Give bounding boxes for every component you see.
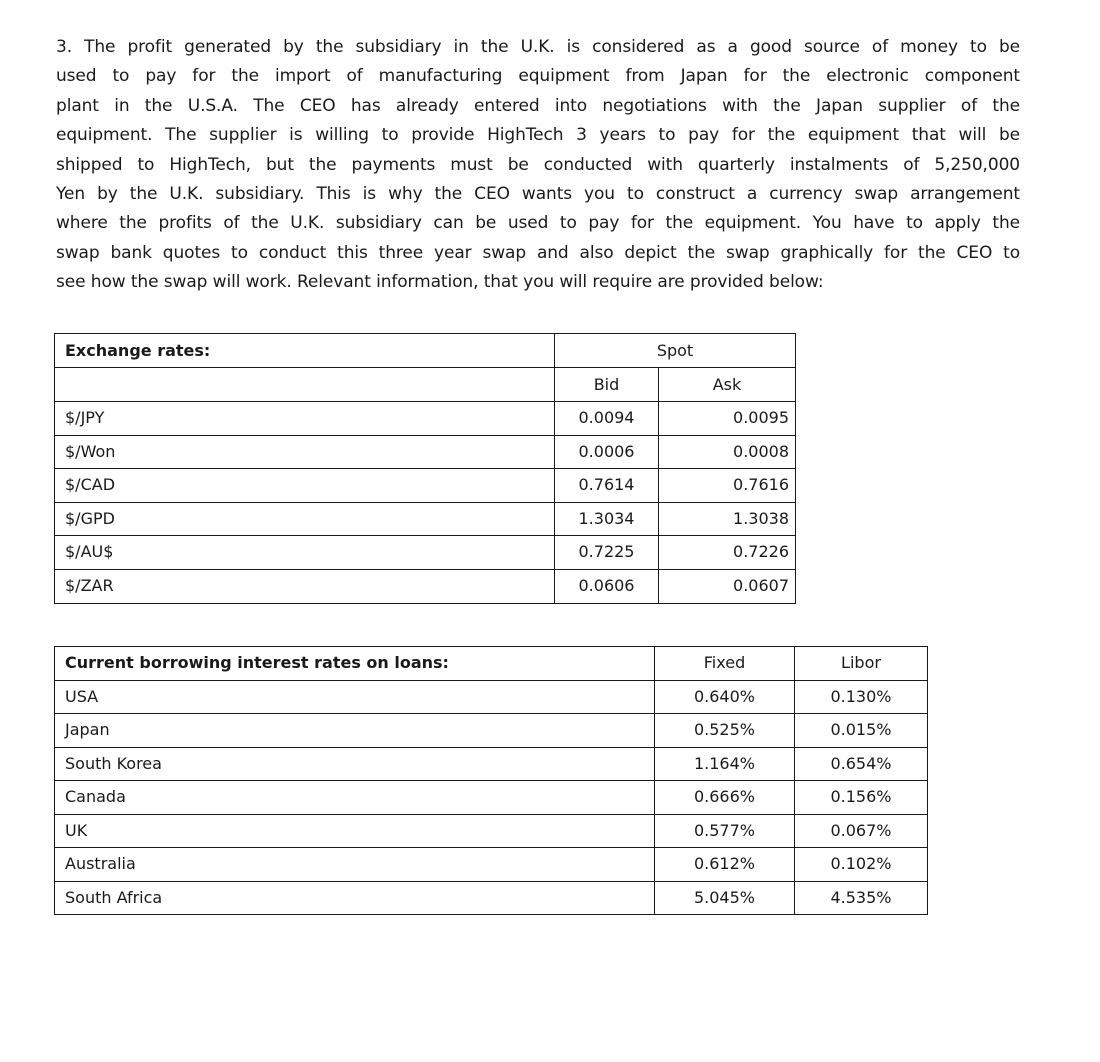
country-name: Canada: [55, 781, 655, 815]
libor-rate: 0.067%: [795, 814, 928, 848]
fixed-header: Fixed: [655, 647, 795, 681]
exchange-subheader-row: [55, 368, 796, 402]
fixed-rate: 0.577%: [655, 814, 795, 848]
currency-pair: $/CAD: [55, 469, 555, 503]
country-name: South Africa: [55, 881, 655, 915]
table-row: [55, 469, 796, 503]
fixed-rate: 0.640%: [655, 680, 795, 714]
country-name: Australia: [55, 848, 655, 882]
spot-header: Spot: [555, 334, 796, 368]
empty-cell: [55, 368, 555, 402]
table-row: [55, 881, 928, 915]
currency-pair: $/JPY: [55, 402, 555, 436]
currency-pair: $/GPD: [55, 502, 555, 536]
country-name: USA: [55, 680, 655, 714]
table-row: [55, 814, 928, 848]
question-line: used to pay for the import of manufacturing equipment from Japan for the electronic component: [56, 66, 1020, 87]
currency-pair: $/Won: [55, 435, 555, 469]
currency-pair: $/ZAR: [55, 569, 555, 603]
table-row: [55, 569, 796, 603]
fixed-rate: 5.045%: [655, 881, 795, 915]
question-line: 3. The profit generated by the subsidiary in the U.K. is considered as a good source of money to be: [56, 37, 1020, 57]
ask-value: 0.7226: [659, 536, 796, 570]
bid-value: 0.7225: [555, 536, 659, 570]
exchange-rates-title: Exchange rates:: [55, 334, 555, 368]
table-row: [55, 747, 928, 781]
table-row: [55, 848, 928, 882]
question-text: [56, 33, 1020, 298]
ask-value: 0.7616: [659, 469, 796, 503]
interest-rates-table: [54, 646, 928, 915]
fixed-rate: 1.164%: [655, 747, 795, 781]
table-row: [55, 714, 928, 748]
ask-value: 0.0607: [659, 569, 796, 603]
question-line: Yen by the U.K. subsidiary. This is why the CEO wants you to construct a currency swap arrangement: [56, 184, 1020, 205]
exchange-header-row: [55, 334, 796, 368]
libor-rate: 0.156%: [795, 781, 928, 815]
ask-value: 0.0095: [659, 402, 796, 436]
bid-value: 0.0094: [555, 402, 659, 436]
bid-header: Bid: [555, 368, 659, 402]
table-row: [55, 435, 796, 469]
libor-rate: 0.102%: [795, 848, 928, 882]
fixed-rate: 0.612%: [655, 848, 795, 882]
bid-value: 0.7614: [555, 469, 659, 503]
ask-header: Ask: [659, 368, 796, 402]
question-line: swap bank quotes to conduct this three year swap and also depict the swap graphically for the CEO to: [56, 242, 1020, 263]
question-line: equipment. The supplier is willing to provide HighTech 3 years to pay for the equipment that will be: [56, 125, 1020, 146]
table-row: [55, 781, 928, 815]
table-row: [55, 402, 796, 436]
ask-value: 0.0008: [659, 435, 796, 469]
exchange-rates-table: [54, 333, 796, 604]
libor-rate: 0.015%: [795, 714, 928, 748]
libor-rate: 0.130%: [795, 680, 928, 714]
table-row: [55, 502, 796, 536]
libor-rate: 0.654%: [795, 747, 928, 781]
libor-header: Libor: [795, 647, 928, 681]
fixed-rate: 0.666%: [655, 781, 795, 815]
bid-value: 0.0006: [555, 435, 659, 469]
table-row: [55, 536, 796, 570]
question-line: shipped to HighTech, but the payments must be conducted with quarterly instalments of 5,250,000: [56, 154, 1020, 175]
interest-header-row: [55, 647, 928, 681]
question-line: where the profits of the U.K. subsidiary can be used to pay for the equipment. You have to apply the: [56, 213, 1020, 234]
country-name: South Korea: [55, 747, 655, 781]
bid-value: 0.0606: [555, 569, 659, 603]
interest-rates-title: Current borrowing interest rates on loans:: [55, 647, 655, 681]
question-line: plant in the U.S.A. The CEO has already entered into negotiations with the Japan supplier of the: [56, 95, 1020, 116]
country-name: Japan: [55, 714, 655, 748]
currency-pair: $/AU$: [55, 536, 555, 570]
ask-value: 1.3038: [659, 502, 796, 536]
country-name: UK: [55, 814, 655, 848]
fixed-rate: 0.525%: [655, 714, 795, 748]
table-row: [55, 680, 928, 714]
question-line: see how the swap will work. Relevant information, that you will require are provided below:: [56, 272, 824, 293]
libor-rate: 4.535%: [795, 881, 928, 915]
bid-value: 1.3034: [555, 502, 659, 536]
